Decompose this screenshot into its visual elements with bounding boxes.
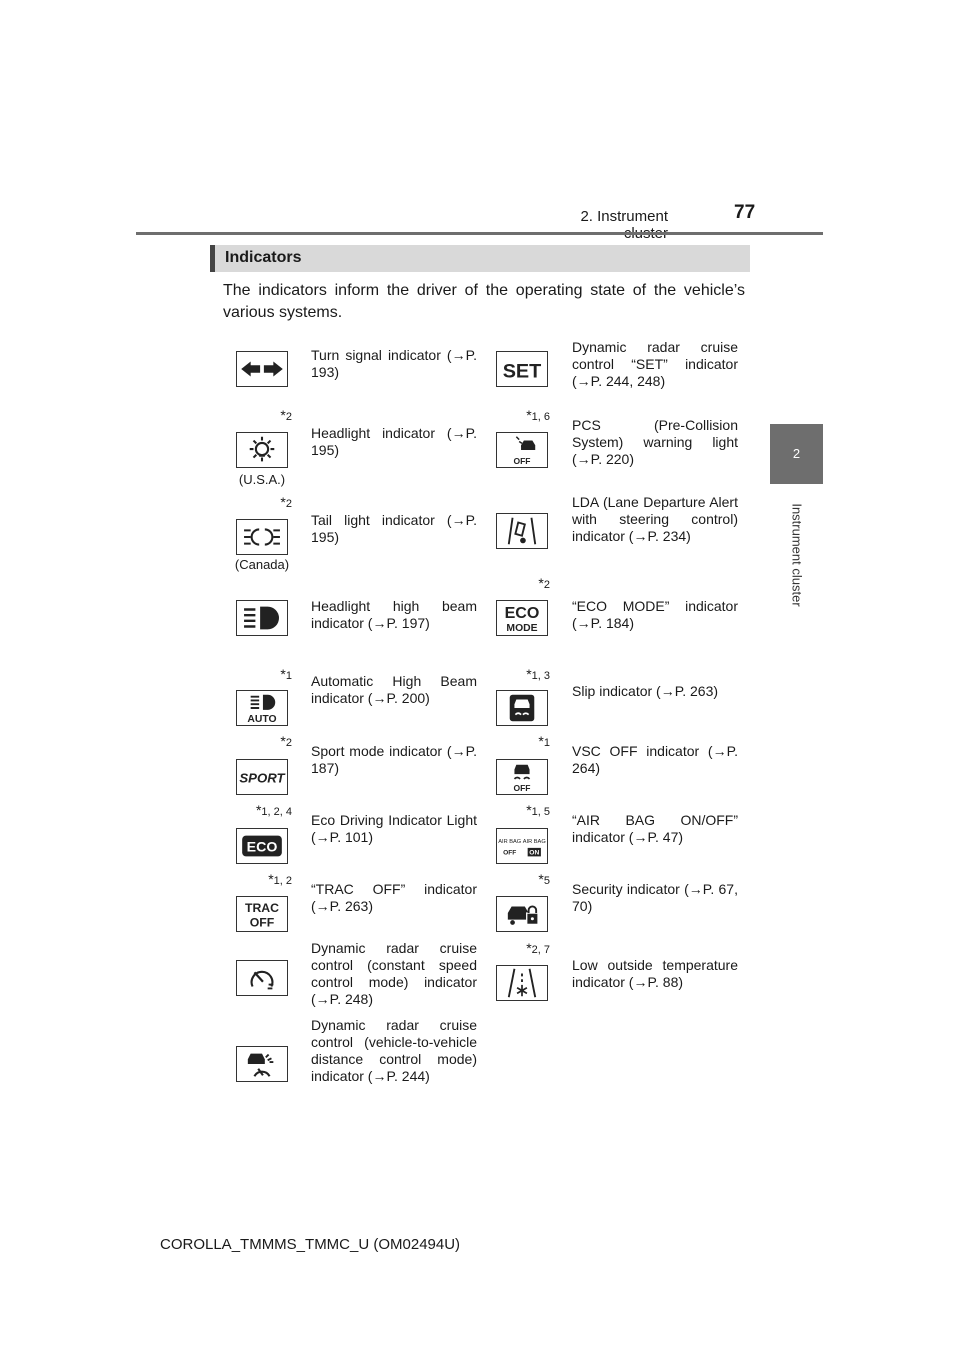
footnote-number: 1, 6 — [531, 411, 550, 423]
indicator-description: Security indicator (→P. 67, 70) — [572, 881, 738, 914]
footnote-number: 2, 7 — [531, 944, 550, 956]
footnote-asterisk: * — [280, 733, 286, 749]
auto-high-beam-icon — [236, 690, 288, 726]
indicator-description: “AIR BAG ON/OFF” indicator (→P. 47) — [572, 812, 738, 845]
footnote-number: 2 — [285, 498, 292, 510]
footnote-marker — [490, 407, 550, 423]
footnote-number: 1 — [543, 737, 550, 749]
footnote-marker — [490, 940, 550, 956]
footnote-asterisk: * — [268, 871, 274, 887]
indicator-description: “TRAC OFF” indicator (→P. 263) — [311, 881, 477, 914]
footnote-asterisk: * — [280, 494, 286, 510]
lda-icon — [496, 513, 548, 549]
off-label: OFF — [513, 783, 531, 794]
footnote-asterisk: * — [526, 802, 532, 818]
high-beam-icon — [236, 600, 288, 636]
footnote-marker — [490, 575, 550, 591]
turn-signal-icon — [236, 351, 288, 387]
eco-label: ECO — [504, 604, 540, 622]
footnote-marker — [490, 666, 550, 682]
cruise-constant-speed-icon — [236, 960, 288, 996]
footer-doc-code: COROLLA_TMMMS_TMMC_U (OM02494U) — [160, 1236, 461, 1253]
footnote-marker — [490, 733, 550, 749]
auto-label: AUTO — [247, 714, 277, 725]
footnote-marker — [232, 666, 292, 682]
air-bag-label: AIR BAG — [498, 839, 522, 846]
indicator-description: Automatic High Beam indicator (→P. 200) — [311, 673, 477, 706]
headlight-icon — [236, 432, 288, 468]
vsc-off-icon — [496, 759, 548, 795]
airbag-on-off-icon — [496, 828, 548, 864]
cruise-set-icon — [496, 351, 548, 387]
indicator-description: Sport mode indicator (→P. 187) — [311, 743, 477, 776]
indicator-description: Tail light indicator (→P. 195) — [311, 512, 477, 545]
footnote-number: 5 — [543, 875, 550, 887]
indicator-description: PCS (Pre-Collision System) warning light (→P. 220) — [572, 417, 738, 467]
intro-text: The indicators inform the driver of the operating state of the vehicle’s various systems. — [223, 282, 745, 321]
indicator-description: Headlight high beam indicator (→P. 197) — [311, 598, 477, 631]
indicator-description: Low outside temperature indicator (→P. 88) — [572, 957, 738, 990]
footnote-asterisk: * — [538, 733, 544, 749]
off-label: OFF — [503, 849, 517, 857]
indicator-description: Headlight indicator (→P. 195) — [311, 425, 477, 458]
side-tab-number: 2 — [792, 446, 801, 461]
footnote-asterisk: * — [538, 575, 544, 591]
eco-driving-icon — [236, 828, 288, 864]
section-title: Indicators — [225, 249, 302, 266]
footnote-marker — [232, 733, 292, 749]
footnote-asterisk: * — [526, 666, 532, 682]
footnote-marker — [232, 871, 292, 887]
footnote-asterisk: * — [280, 666, 286, 682]
sport-label: SPORT — [239, 770, 285, 786]
cruise-distance-icon — [236, 1046, 288, 1082]
side-tab — [770, 424, 823, 484]
side-label — [770, 490, 823, 620]
air-bag-label: AIR BAG — [522, 839, 546, 846]
side-label-text: Instrument cluster — [789, 503, 804, 607]
indicator-description: VSC OFF indicator (→P. 264) — [572, 743, 738, 776]
sport-mode-icon — [236, 759, 288, 795]
indicator-description: “ECO MODE” indicator (→P. 184) — [572, 598, 738, 631]
footnote-marker — [490, 871, 550, 887]
footnote-number: 2 — [285, 411, 292, 423]
footnote-marker — [232, 407, 292, 423]
mode-label: MODE — [506, 623, 538, 635]
tail-light-icon — [236, 519, 288, 555]
footnote-number: 2 — [543, 579, 550, 591]
footnote-number: 1, 5 — [531, 806, 550, 818]
footnote-number: 1 — [285, 670, 292, 682]
page-number: 77 — [734, 202, 756, 223]
footnote-marker — [490, 802, 550, 818]
footnote-marker — [232, 494, 292, 510]
footnote-number: 2 — [285, 737, 292, 749]
on-label: ON — [529, 849, 540, 857]
eco-mode-icon — [496, 600, 548, 636]
eco-label: ECO — [246, 839, 278, 856]
footnote-asterisk: * — [255, 802, 262, 818]
trac-label: TRAC — [244, 901, 280, 916]
footnote-asterisk: * — [280, 407, 286, 423]
pcs-warning-icon — [496, 432, 548, 468]
indicator-description: Slip indicator (→P. 263) — [572, 683, 719, 699]
indicator-description: Dynamic radar cruise control (constant speed control mode) indicator (→P. 248) — [311, 940, 477, 1007]
footnote-marker — [232, 802, 292, 818]
indicator-description: Dynamic radar cruise control (vehicle-to-vehicle distance control mode) indicator (→P. 244) — [311, 1017, 477, 1084]
footnote-number: 1, 2, 4 — [261, 806, 292, 818]
indicator-description: LDA (Lane Departure Alert with steering control) indicator (→P. 234) — [572, 494, 738, 544]
security-icon — [496, 896, 548, 932]
indicator-description: Turn signal indicator (→P. 193) — [311, 347, 477, 380]
footnote-asterisk: * — [538, 871, 544, 887]
slip-icon — [496, 690, 548, 726]
off-label: OFF — [513, 456, 531, 467]
footnote-asterisk: * — [526, 407, 532, 423]
region-caption: (Canada) — [234, 557, 290, 572]
low-temperature-icon — [496, 965, 548, 1001]
section-title-bar — [210, 245, 750, 272]
header-section-title: 2. Instrument — [580, 208, 668, 225]
footnote-number: 1, 3 — [531, 670, 550, 682]
footnote-asterisk: * — [526, 940, 532, 956]
region-caption: (U.S.A.) — [238, 472, 286, 487]
indicator-description: Eco Driving Indicator Light (→P. 101) — [311, 812, 477, 845]
indicator-description: Dynamic radar cruise control “SET” indicator (→P. 244, 248) — [572, 339, 738, 389]
header-rule — [136, 232, 823, 235]
off-label: OFF — [249, 915, 275, 930]
trac-off-icon — [236, 896, 288, 932]
footnote-number: 1, 2 — [273, 875, 292, 887]
set-label: SET — [502, 360, 542, 383]
